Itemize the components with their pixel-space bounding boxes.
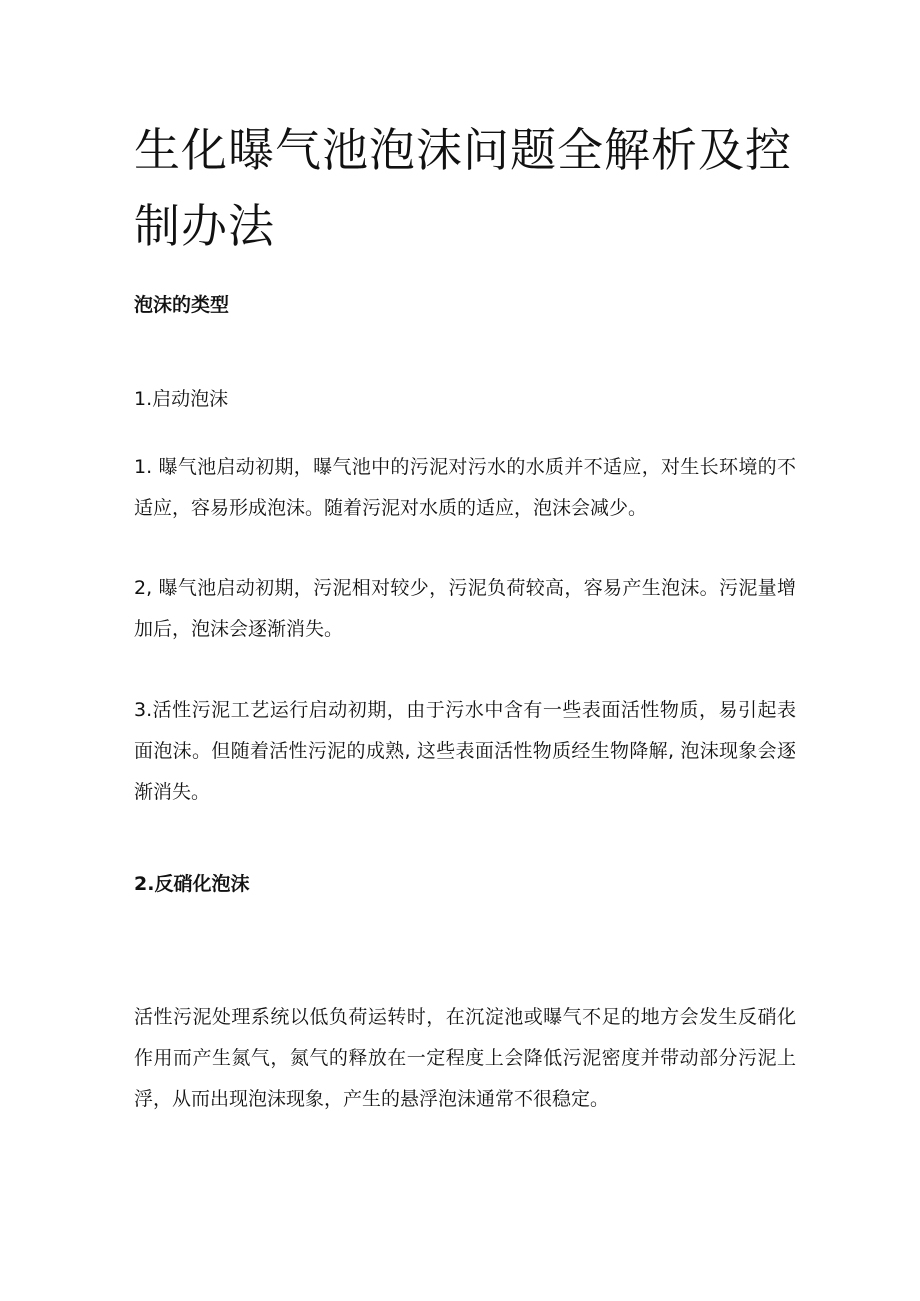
paragraph-denitrification: 活性污泥处理系统以低负荷运转时，在沉淀池或曝气不足的地方会发生反硝化作用而产生氮气，氮气的释放在一定程度上会降低污泥密度并带动部分污泥上浮，从而出现泡沫现象，产生的悬浮泡沫通常不很稳定。 — [134, 1006, 796, 1110]
paragraph-startup-2: 2, 曝气池启动初期，污泥相对较少，污泥负荷较高，容易产生泡沫。污泥量增加后，泡沫会逐渐消失。 — [134, 577, 796, 640]
paragraph-startup-1: 1. 曝气池启动初期，曝气池中的污泥对污水的水质并不适应，对生长环境的不适应，容易形成泡沫。随着污泥对水质的适应，泡沫会减少。 — [134, 456, 796, 519]
document-title: 生化曝气池泡沫问题全解析及控制办法 — [134, 123, 792, 253]
paragraph-startup-3: 3.活性污泥工艺运行启动初期，由于污水中含有一些表面活性物质，易引起表面泡沫。但随着活性污泥的成熟, 这些表面活性物质经生物降解, 泡沫现象会逐渐消失。 — [134, 699, 796, 803]
section-heading-denitrification-foam: 2.反硝化泡沫 — [134, 873, 250, 895]
section-heading-foam-types: 泡沫的类型 — [134, 294, 230, 316]
section-heading-startup-foam: 1.启动泡沫 — [134, 388, 229, 410]
